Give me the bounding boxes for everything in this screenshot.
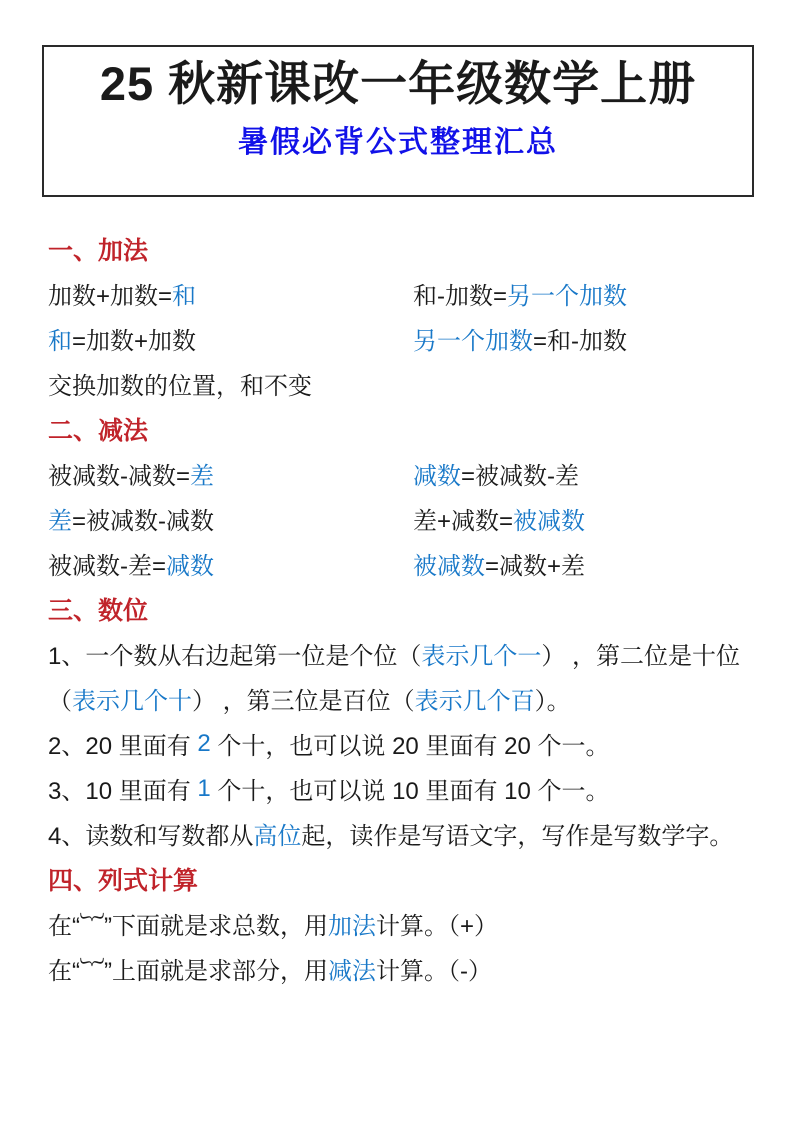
text-segment: 计算。（-）: [375, 958, 492, 985]
section-column-calculation: [48, 856, 754, 991]
document-title: 25 秋新课改一年级数学上册: [99, 57, 697, 110]
text-segment: 和: [48, 328, 72, 355]
section-heading: 一、加法: [48, 236, 149, 265]
text-segment: 另一个加数: [507, 283, 628, 310]
header-box: [42, 45, 754, 197]
formula-left: [48, 501, 413, 536]
formula-row: [48, 451, 754, 496]
formula-right: [413, 321, 754, 356]
text-line: [48, 811, 754, 856]
text-segment: 1、一个数从右边起第一位是个位（: [48, 643, 422, 670]
section-addition: [48, 226, 754, 406]
text-segment: 在“︸”上面就是求部分，用: [48, 958, 328, 985]
text-segment: 1: [197, 774, 211, 802]
text-segment: 另一个加数: [413, 328, 533, 355]
formula-left: [48, 276, 413, 311]
formula-right: [413, 456, 754, 491]
formula-row: [48, 271, 754, 316]
section-subtraction: [48, 406, 754, 586]
text-line: [48, 901, 754, 946]
text-segment: 加数+加数=: [48, 283, 173, 310]
text-segment: 减数: [166, 553, 215, 580]
text-segment: =被减数-差: [461, 463, 580, 490]
text-segment: 差+减数=: [413, 508, 514, 535]
text-segment: =减数+差: [485, 553, 586, 580]
text-segment: 减数: [413, 463, 461, 490]
text-segment: 表示几个十: [72, 688, 192, 715]
text-segment: 4、读数和写数都从: [48, 823, 254, 850]
section-place-value: [48, 586, 754, 856]
section-heading: 三、数位: [48, 596, 149, 625]
text-segment: ） ，第三位是百位（: [192, 688, 415, 715]
text-segment: 被减数: [413, 553, 485, 580]
text-segment: =加数+加数: [72, 328, 197, 355]
text-segment: ） ，第二位是十位: [541, 643, 741, 670]
text-segment: 交换加数的位置，和不变: [48, 373, 312, 400]
text-segment: ）。: [534, 688, 571, 715]
formula-row: [48, 496, 754, 541]
formula-left: [48, 546, 413, 581]
text-segment: 起，读作是写语文字，写作是写数学字。: [301, 823, 734, 850]
text-segment: 加法: [327, 913, 376, 940]
text-segment: 在“︸”下面就是求总数，用: [48, 913, 328, 940]
formula-right: [413, 276, 754, 311]
text-segment: 被减数: [513, 508, 586, 535]
formula-right: [413, 501, 754, 536]
formula-left: [48, 321, 413, 356]
text-segment: 个十，也可以说 20 里面有 20 个一。: [210, 733, 610, 760]
text-segment: 表示几个百: [414, 688, 535, 715]
text-segment: 减法: [327, 958, 376, 985]
text-segment: 3、10 里面有: [48, 778, 198, 805]
text-segment: 差: [48, 508, 72, 535]
section-heading: 四、列式计算: [48, 866, 199, 895]
document-body: [48, 226, 754, 991]
text-segment: 表示几个一: [421, 643, 542, 670]
text-line: [48, 631, 754, 676]
text-line: [48, 676, 754, 721]
text-segment: 高位: [253, 823, 302, 850]
text-segment: 2: [197, 729, 211, 757]
text-segment: 差: [190, 463, 215, 490]
text-line: [48, 361, 754, 406]
text-line: [48, 766, 754, 811]
document-subtitle: 暑假必背公式整理汇总: [238, 126, 558, 160]
text-segment: =和-加数: [533, 328, 628, 355]
text-segment: 被减数-差=: [48, 553, 167, 580]
formula-row: [48, 541, 754, 586]
formula-left: [48, 456, 413, 491]
text-line: [48, 946, 754, 991]
text-segment: 计算。（+）: [375, 913, 498, 940]
text-line: [48, 721, 754, 766]
text-segment: 和: [172, 283, 197, 310]
text-segment: 个十，也可以说 10 里面有 10 个一。: [210, 778, 610, 805]
text-segment: =被减数-减数: [72, 508, 215, 535]
text-segment: 被减数-减数=: [48, 463, 191, 490]
text-segment: 和-加数=: [413, 283, 508, 310]
text-segment: （: [48, 688, 72, 715]
formula-right: [413, 546, 754, 581]
text-segment: 2、20 里面有: [48, 733, 198, 760]
section-heading: 二、减法: [48, 416, 149, 445]
formula-row: [48, 316, 754, 361]
